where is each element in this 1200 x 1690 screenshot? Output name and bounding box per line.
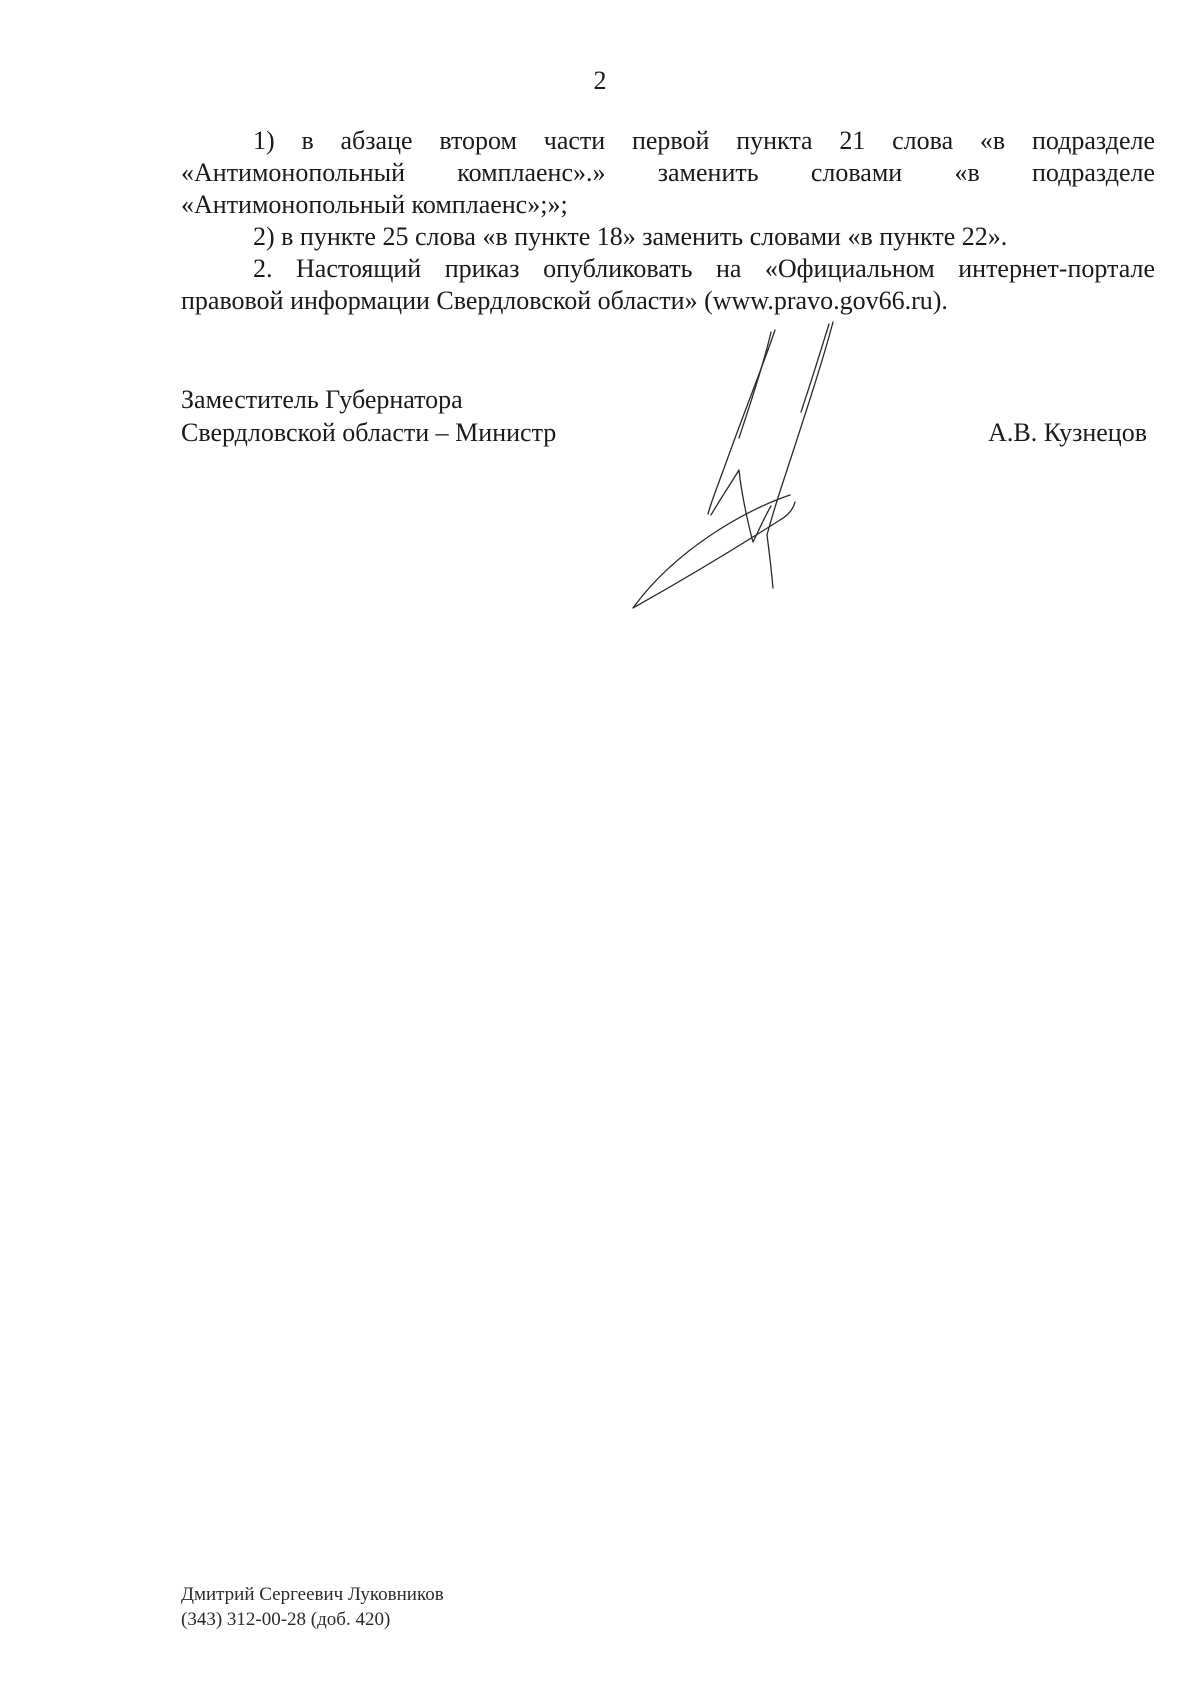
signer-position-line1: Заместитель Губернатора bbox=[181, 385, 463, 414]
signature-stroke-4 bbox=[801, 324, 829, 412]
executor-name: Дмитрий Сергеевич Луковников bbox=[181, 1584, 444, 1605]
paragraph-item-1: 1) в абзаце втором части первой пункта 21 слова «в подразделе «Антимонопольный комплаенс».» заменить словами «в подразделе «Антимонопольный комплаенс»;»; bbox=[181, 126, 1155, 219]
signer-position-line2: Свердловской области – Министр bbox=[181, 418, 557, 447]
page-number: 2 bbox=[593, 66, 607, 95]
signer-name: А.В. Кузнецов bbox=[988, 418, 1147, 447]
paragraph-publication: 2. Настоящий приказ опубликовать на «Официальном интернет-портале правовой информации Свердловской области» (www.pravo.gov66.ru). bbox=[181, 254, 1155, 315]
document-body bbox=[181, 125, 1155, 317]
executor-phone: (343) 312-00-28 (доб. 420) bbox=[181, 1609, 391, 1630]
handwritten-signature bbox=[615, 320, 835, 610]
signature-stroke-3 bbox=[767, 322, 833, 535]
signature-stroke-7 bbox=[767, 535, 773, 588]
paragraph-item-2: 2) в пункте 25 слова «в пункте 18» заменить словами «в пункте 22». bbox=[253, 222, 1008, 251]
executor-info bbox=[181, 1582, 444, 1632]
signature-stroke-6 bbox=[633, 495, 795, 608]
